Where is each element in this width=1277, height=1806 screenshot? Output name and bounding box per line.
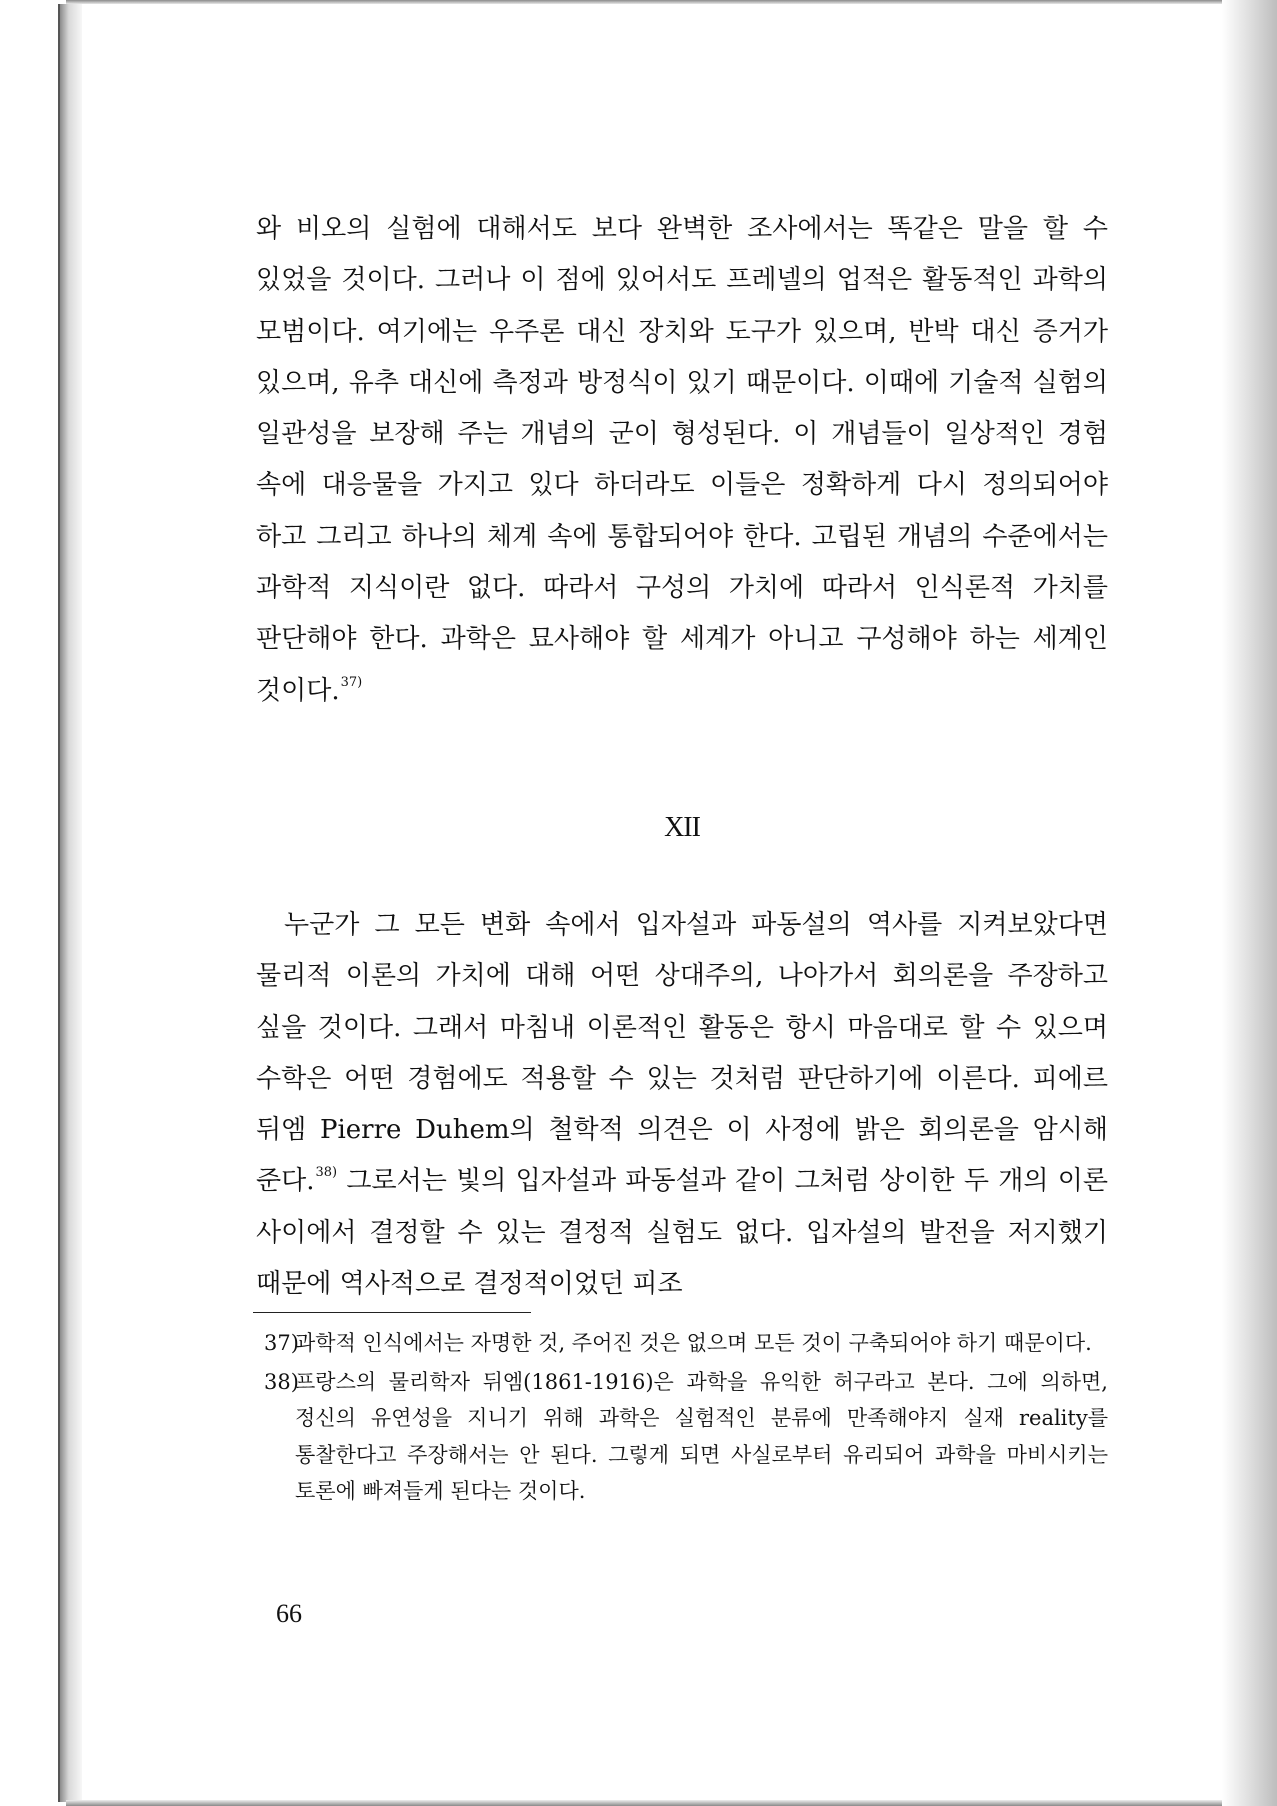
footnote-list bbox=[264, 1325, 1108, 1512]
section-heading: XII bbox=[664, 812, 700, 843]
page-right-shadow bbox=[1222, 0, 1277, 1806]
footnote-text: 과학적 인식에서는 자명한 것, 주어진 것은 없으며 모든 것이 구축되어야 하기 때문이다. bbox=[295, 1331, 1092, 1355]
footnote-ref-37[interactable]: 37) bbox=[340, 674, 363, 690]
page-top-edge bbox=[66, 0, 1226, 4]
body-paragraph-2 bbox=[256, 900, 1108, 1310]
footnote-37 bbox=[264, 1325, 1108, 1362]
paragraph-2-text-b: 그로서는 빛의 입자설과 파동설과 같이 그처럼 상이한 두 개의 이론 사이에서 결정할 수 있는 결정적 실험도 없다. 입자설의 발전을 저지했기 때문에 역사적으로 결정적이었던 피조 bbox=[256, 1166, 1108, 1300]
footnote-divider bbox=[253, 1312, 531, 1313]
book-spine-edge bbox=[58, 4, 82, 1802]
footnote-number: 37) bbox=[264, 1331, 299, 1355]
paragraph-1-text: 와 비오의 실험에 대해서도 보다 완벽한 조사에서는 똑같은 말을 할 수 있었을 것이다. 그러나 이 점에 있어서도 프레넬의 업적은 활동적인 과학의 모범이다. 여기에는 우주론 대신 장치와 도구가 있으며, 반박 대신 증거가 있으며, 유추 대신에 측정과 방정식이 있기 때문이다. 이때에 기술적 실험의 일관성을 보장해 주는 개념의 군이 형성된다. 이 개념들이 일상적인 경험 속에 대응물을 가지고 있다 하더라도 이들은 정확하게 다시 정의되어야 하고 그리고 하나의 체계 속에 통합되어야 한다. 고립된 개념의 수준에서는 과학적 지식이란 없다. 따라서 구성의 가치에 따라서 인식론적 가치를 판단해야 한다. 과학은 묘사해야 할 세계가 아니고 구성해야 하는 세계인 것이다. bbox=[256, 214, 1108, 706]
footnote-ref-38[interactable]: 38) bbox=[315, 1165, 338, 1181]
page-bottom-edge bbox=[66, 1800, 1236, 1806]
paragraph-2-text-a: 누군가 그 모든 변화 속에서 입자설과 파동설의 역사를 지켜보았다면 물리적 이론의 가치에 대해 어떤 상대주의, 나아가서 회의론을 주장하고 싶을 것이다. 그래서 마침내 이론적인 활동은 항시 마음대로 할 수 있으며 수학은 어떤 경험에도 적용할 수 있는 것처럼 판단하기에 이른다. 피에르 뒤엠 Pierre Duhem의 철학적 의견은 이 사정에 밝은 회의론을 암시해 준다. bbox=[256, 910, 1108, 1197]
footnote-38 bbox=[264, 1364, 1108, 1510]
page-number: 66 bbox=[276, 1599, 302, 1628]
footnote-number: 38) bbox=[264, 1369, 299, 1394]
body-paragraph-1 bbox=[256, 204, 1108, 717]
footnote-text: 프랑스의 물리학자 뒤엠(1861-1916)은 과학을 유익한 허구라고 본다. 그에 의하면, 정신의 유연성을 지니기 위해 과학은 실험적인 분류에 만족해야지 실재 reality를 통찰한다고 주장해서는 안 된다. 그렇게 되면 사실로부터 유리되어 과학을 마비시키는 토론에 빠져들게 된다는 것이다. bbox=[295, 1369, 1108, 1503]
